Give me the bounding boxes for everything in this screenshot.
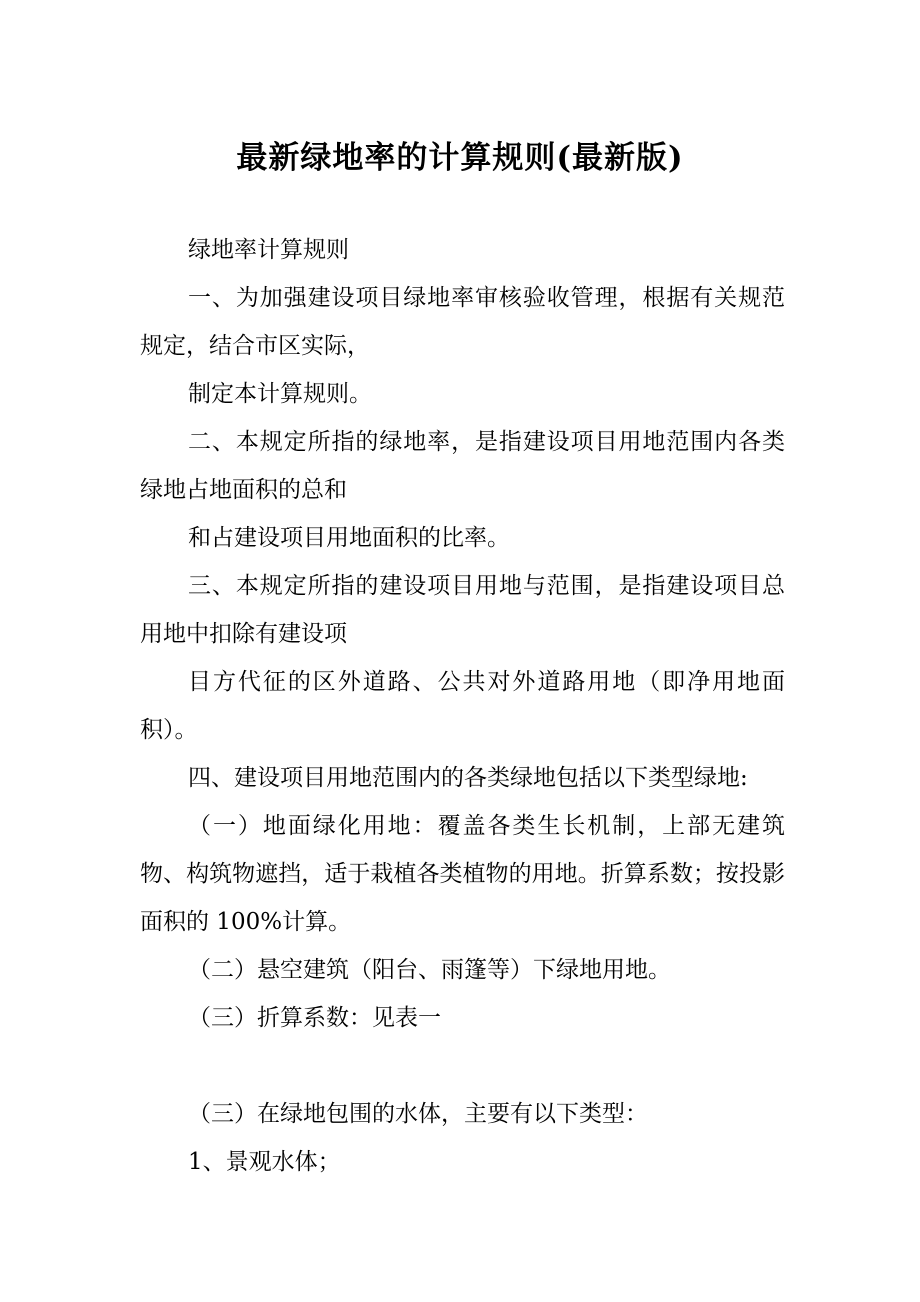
paragraph-heading: 绿地率计算规则 bbox=[188, 237, 349, 263]
paragraph-4-item-3b: （三）在绿地包围的水体，主要有以下类型： bbox=[188, 1101, 648, 1127]
document-title: 最新绿地率的计算规则(最新版) bbox=[236, 140, 684, 176]
paragraph-spacer bbox=[140, 1042, 785, 1090]
paragraph-1-cont: 制定本计算规则。 bbox=[188, 381, 372, 407]
document-body bbox=[140, 226, 785, 1186]
paragraph-1: 一、为加强建设项目绿地率审核验收管理，根据有关规范规定，结合市区实际， bbox=[140, 285, 785, 359]
paragraph-4: 四、建设项目用地范围内的各类绿地包括以下类型绿地: bbox=[188, 765, 748, 791]
paragraph-4-item-1: （一）地面绿化用地：覆盖各类生长机制，上部无建筑物、构筑物遮挡，适于栽植各类植物的用地。折算系数；按投影面积的 100%计算。 bbox=[140, 813, 785, 935]
paragraph-2-cont: 和占建设项目用地面积的比率。 bbox=[188, 525, 510, 551]
paragraph-4-item-3: （三）折算系数：见表一 bbox=[188, 1005, 441, 1031]
paragraph-list-item-1: 1、景观水体； bbox=[188, 1149, 341, 1175]
paragraph-3: 三、本规定所指的建设项目用地与范围，是指建设项目总用地中扣除有建设项 bbox=[140, 573, 785, 647]
paragraph-2: 二、本规定所指的绿地率，是指建设项目用地范围内各类绿地占地面积的总和 bbox=[140, 429, 785, 503]
paragraph-3-cont: 目方代征的区外道路、公共对外道路用地（即净用地面积）。 bbox=[140, 669, 785, 743]
paragraph-4-item-2: （二）悬空建筑（阳台、雨篷等）下绿地用地。 bbox=[188, 957, 671, 983]
